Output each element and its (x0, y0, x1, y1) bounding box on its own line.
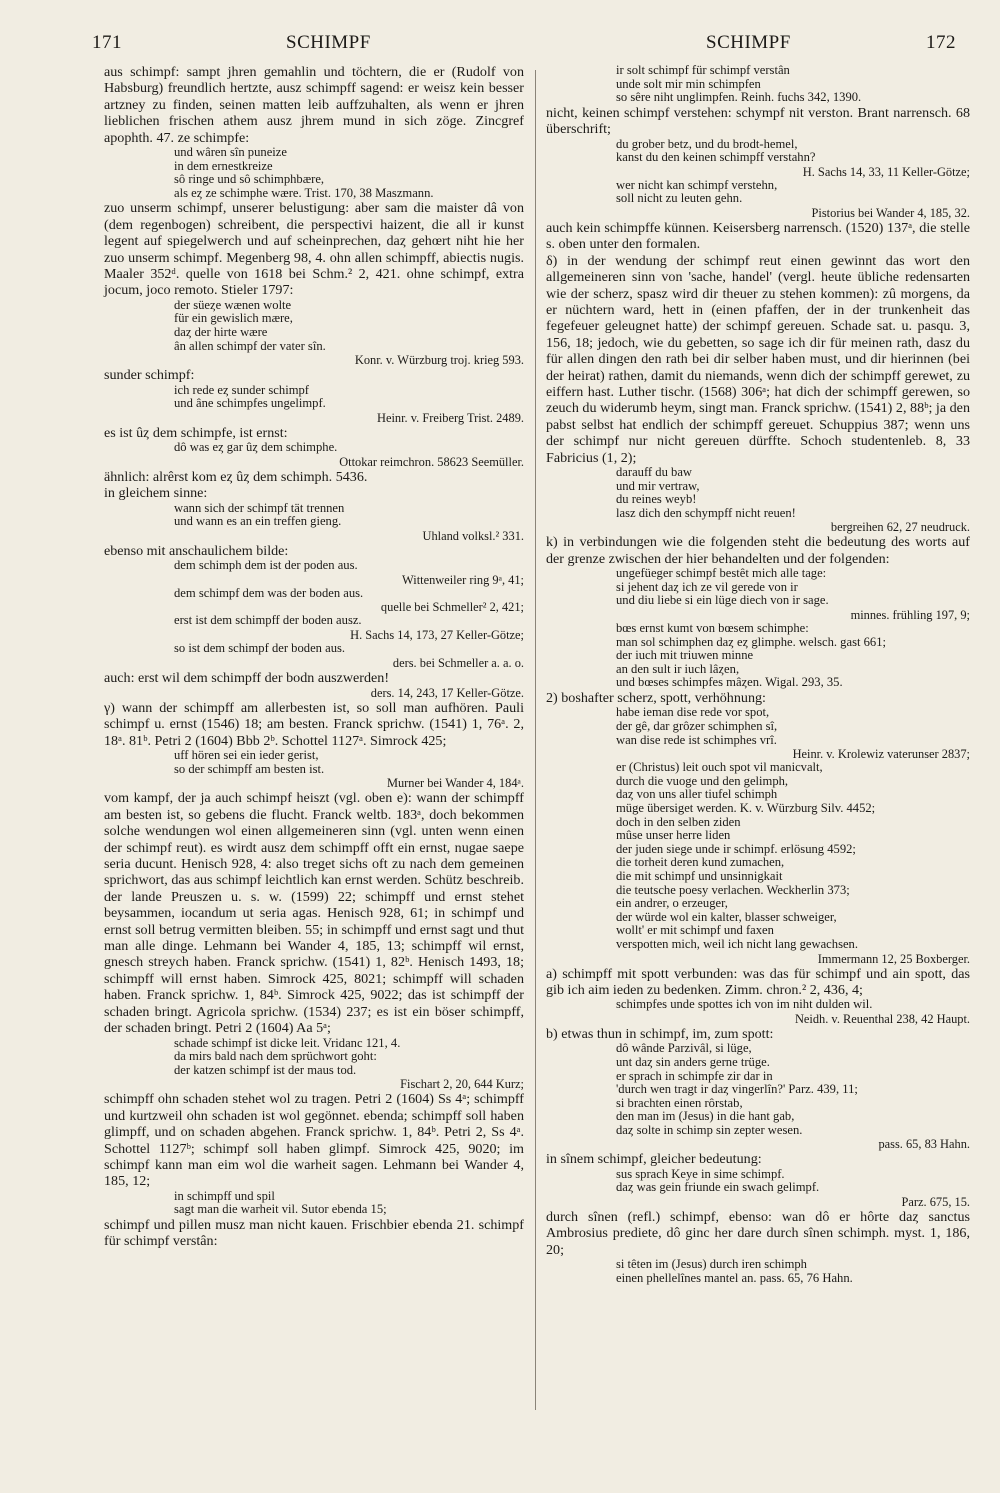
quotation-block: dô wânde Parzivâl, si lüge, unt daȥ sin anders gerne trüge. er sprach in schimpfe zir dar in 'durch wen tragt ir daȥ vingerlîn?' Parz. 439, 11; (616, 1041, 858, 1097)
right-page-number: 172 (926, 32, 956, 53)
paragraph: vom kampf, der ja auch schimpf heiszt (vgl. oben e): wann der schimpff am besten ist, so gebens die flucht. Franck weltb. 183ᵃ, doch bekommen solche wendungen wol einen allgemeineren sinn (vgl. unten wenn einen der schimpf reut). es wirdt ausz dem schimpff offt ein ernst, nugae saepe seria ducunt. Henisch 928, 4: also treget sichs oft zu nach dem gemeinen sprichwort, das aus schimpf leichtlich kan ernst werden. Schütz beschreib. der lande Preuszen u. s. w. (1599) 22; schimpff und ernst stehet beysammen, iocandum ut seria agas. Henisch 928, 61; in schimpf und ernst soll betrug vermitten bleiben. 55; in schimpff und ernst sagt und thut man alle dinge. Lehmann bei Wander 4, 185, 13; schimpff wil ernst, gnesch streych haben. Franck sprichw. (1541) 1, 82ᵇ. Henisch 1493, 18; schimpff will ernst haben. Simrock 425, 8021; schimpff will schaden haben. Franck sprichw. 1, 84ᵇ. Simrock 425, 9022; das ist schimpff der schaden bringt. Agricola sprichw. (1534) 237; es ist ein böser schimpff, der schaden bringt. Petri 2 (1604) Aa 5ᵃ; (104, 790, 524, 1037)
source-citation: ders. bei Schmeller a. a. o. (392, 655, 524, 670)
source-citation: pass. 65, 83 Hahn. (878, 1137, 970, 1152)
quotation-block: habe ieman dise rede vor spot, der gê, dar grôzer schimphen sî, wan dise rede ist schimphes vrî. (616, 705, 778, 747)
column-divider (535, 70, 536, 1410)
quotation-block: darauff du baw und mir vertraw, du reines weyb! lasz dich den schympff nicht reuen! (616, 465, 796, 520)
paragraph: b) etwas thun in schimpf, im, zum spott: (546, 1025, 774, 1042)
quotation-block: der süeȥe wænen wolte für ein gewislich mære, daȥ der hirte wære ân allen schimpf der vater sîn. (174, 297, 326, 353)
quotation-block: so ist dem schimpf der boden aus. (174, 641, 346, 655)
paragraph: durch sînen (refl.) schimpf, ebenso: wan dô er hôrte daȥ sanctus Ambrosius prediete, dô ginc her dare durch sînen schimph. myst. 1, 186, 20; (546, 1209, 970, 1258)
left-page-number: 171 (92, 32, 122, 53)
paragraph: aus schimpf: sampt jhren gemahlin und töchtern, die er (Rudolf von Habsburg) freundlich hertzte, ausz schimpff sagend: er weisz kein besser artzney zu finden, seinen matten leib auffzuhalten, als wenn er jhren lieblichen frischen athem ausz jhrem mund in sich zöge. Zincgref apophth. 47. ze schimpfe: (104, 64, 524, 146)
source-citation: Fischart 2, 20, 644 Kurz; (400, 1077, 524, 1092)
paragraph: sunder schimpf: (104, 367, 195, 384)
source-citation: H. Sachs 14, 173, 27 Keller-Götze; (350, 628, 524, 642)
source-citation: Wittenweiler ring 9ᵃ, 41; (402, 572, 524, 587)
paragraph: es ist ûȥ dem schimpfe, ist ernst: (104, 424, 288, 441)
quotation-block: wann sich der schimpf tät trennen und wann es an ein treffen gieng. (174, 500, 345, 529)
paragraph: ebenso mit anschaulichem bilde: (104, 542, 289, 559)
paragraph: in gleichem sinne: (104, 485, 208, 502)
source-citation: bergreihen 62, 27 neudruck. (830, 520, 970, 535)
quotation-block: ungefüeger schimpf bestêt mich alle tage: si jehent daȥ ich ze vil gerede von ir und diu liebe si ein lüge diech von ir sage. (616, 566, 829, 608)
quotation-block: si têten im (Jesus) durch iren schimph einen phellelînes mantel an. pass. 65, 76 Hahn. (616, 1257, 853, 1285)
source-citation: Uhland volksl.² 331. (422, 528, 524, 543)
source-citation: Parz. 675, 15. (901, 1195, 970, 1210)
source-citation: H. Sachs 14, 33, 11 Keller-Götze; (802, 164, 970, 179)
paragraph: a) schimpff mit spott verbunden: was das für schimpf und ain spott, das gib ich aim ieden zu bedenken. Zimm. chron.² 2, 436, 4; (546, 965, 970, 998)
paragraph: γ) wann der schimpff am allerbesten ist, so soll man aufhören. Pauli schimpf u. ernst (1546) 18; am besten. Franck sprichw. (1541) 1, 76ᵃ. 2, 18ᵃ. 81ᵇ. Petri 2 (1604) Bbb 2ᵇ. Schottel 1127ᵃ. Simrock 425; (104, 700, 524, 749)
paragraph: zuo unserm schimpf, unserer belustigung: aber sam die maister dâ von (dem regenbogen) schreibent, die perspectivi haizent, die all ir kunst legent auf spiegelwerch und auf scheinprechen, daȥ gehœrt niht hie her zuo unserm schimpf. Megenberg 98, 4. ohn allen schimpff, abiectis nugis. Maaler 352ᵈ. quelle von 1618 bei Schm.² 2, 421. ohne schimpf, extra jocum, joco remoto. Stieler 1797: (104, 200, 524, 299)
quotation-block: uff hören sei ein ieder gerist, so der schimpff am besten ist. (174, 748, 325, 776)
paragraph: auch: erst wil dem schimpff der bodn auszwerden! (104, 669, 390, 686)
quotation-block: schimpfes unde spottes ich von im niht dulden wil. (616, 997, 873, 1012)
quotation-block: erst ist dem schimpff der boden ausz. (174, 613, 362, 628)
left-column (104, 64, 524, 1250)
paragraph: ähnlich: alrêrst kom eȥ ûȥ dem schimph. 5436. (104, 468, 368, 485)
quotation-block: ein andrer, o erzeuger, der würde wol ein kalter, blasser schweiger, wollt' er mit schimpf und faxen verspotten mich, weil ich nicht lang gewachsen. (616, 896, 859, 951)
paragraph: δ) in der wendung der schimpf reut einen gewinnt das wort den allgemeineren sinn von 'sache, handel' (vergl. heute übliche redensarten wie der scherz, spasz wird dir theuer zu stehen kommen): zû morgens, da er nüchtern ward, hett in (einen pfaffen, der in der trunkenheit das fegefeuer geleugnet hatte) der schimpf gereuen. Schade sat. u. pasqu. 3, 156, 18; jedoch, wie du gebetten, so sage ich dir für meinen rath, dasz du für allen dingen den rath bei dir selber haben must, und dir hierinnen (bei der heirat) rathen, damit du niemands, wenn dich der schimpff gerewet, zu eiffern hast. Luther tischr. (1568) 306ᵃ; hat dich der schimpff gerewen, so zeuch du widerumb heym, singt man. Franck sprichw. (1541) 2, 88ᵇ; ja den pabst selbst hat endlich der schimpff gereuet. Schuppius 387; wenn uns der schimpf nur nicht gereuen dürffte. Schoch studentenleb. 8, 33 Fabricius (1, 2); (546, 252, 970, 466)
quotation-block: die torheit deren kund zumachen, die mit schimpf und unsinnigkait die teutsche poesy verlachen. Weckherlin 373; (616, 855, 850, 897)
quotation-block: sus sprach Keye in sime schimpf. daȥ was gein friunde ein swach gelimpf. (616, 1166, 820, 1195)
quotation-block: schade schimpf ist dicke leit. Vridanc 121, 4. da mirs bald nach dem sprüchwort goht: der katzen schimpf ist der maus tod. (174, 1035, 401, 1077)
paragraph: k) in verbindungen wie die folgenden steht die bedeutung des worts auf der grenze zwischen der hier behandelten und der folgenden: (546, 534, 970, 567)
quotation-block: ich rede eȥ sunder schimpf und âne schimpfes ungelimpf. (174, 382, 326, 411)
right-column (546, 64, 970, 1285)
quotation-block: dem schimph dem ist der poden aus. (174, 558, 358, 573)
source-citation: Pistorius bei Wander 4, 185, 32. (811, 205, 970, 220)
quotation-block: in schimpff und spil sagt man die warheit vil. Sutor ebenda 15; (174, 1188, 387, 1217)
source-citation: Ottokar reimchron. 58623 Seemüller. (339, 454, 524, 469)
quotation-block: dem schimpf dem was der boden aus. (174, 585, 364, 600)
source-citation: Murner bei Wander 4, 184ᵃ. (386, 776, 524, 791)
quotation-block: und wâren sîn puneize in dem ernestkreize sô ringe und sô schimphbære, als eȥ ze schimphe wære. Trist. 170, 38 Maszmann. (174, 145, 434, 200)
paragraph: nicht, keinen schimpf verstehen: schympf nit verston. Brant narrensch. 68 überschrift; (546, 104, 970, 138)
quotation-block: der iuch mit triuwen minne an den sult ir iuch lâȥen, und bœses schimpfes mâȥen. Wigal. 293, 35. (616, 648, 843, 690)
left-running-head: SCHIMPF (286, 32, 371, 53)
source-citation: ders. 14, 243, 17 Keller-Götze. (370, 686, 524, 700)
source-citation: Heinr. v. Krolewiz vaterunser 2837; (792, 747, 970, 762)
source-citation: minnes. frühling 197, 9; (850, 608, 970, 623)
source-citation: Heinr. v. Freiberg Trist. 2489. (377, 410, 524, 425)
quotation-block: ir solt schimpf für schimpf verstân unde solt mir min schimpfen so sêre niht unglimpfen. Reinh. fuchs 342, 1390. (616, 63, 862, 105)
right-running-head: SCHIMPF (706, 32, 791, 53)
quotation-block: er (Christus) leit ouch spot vil manicvalt, durch die vuoge und den gelimph, daȥ von uns aller tiufel schimph müge übersiget werden. K. v. Würzburg Silv. 4452; (616, 760, 876, 815)
paragraph: 2) boshafter scherz, spott, verhöhnung: (546, 690, 766, 706)
quotation-block: doch in den selben ziden mûse unser herre liden der juden siege unde ir schimpf. erlösung 4592; (616, 814, 856, 856)
paragraph: schimpff ohn schaden stehet wol zu tragen. Petri 2 (1604) Ss 4ᵃ; schimpff und kurtzweil ohn schaden ist wol gegönnet. ebenda; schimpff soll haben glimpff, und on schaden abgehen. Franck sprichw. 1, 84ᵇ. Petri 2, Ss 4ᵃ. Schottel 1127ᵇ; schimpf soll haben glimpf. Simrock 425, 9020; im schimpf kann man eim wol die warheit sagen. Lehmann bei Wander 4, 185, 12; (104, 1091, 524, 1190)
paragraph: schimpf und pillen musz man nicht kauen. Frischbier ebenda 21. schimpf für schimpf verstân: (104, 1216, 524, 1250)
source-citation: Neidh. v. Reuenthal 238, 42 Haupt. (794, 1011, 970, 1026)
quotation-block: bœs ernst kumt von bœsem schimphe: man sol schimphen daȥ eȥ glimphe. welsch. gast 661; (616, 621, 887, 649)
source-citation: quelle bei Schmeller² 2, 421; (380, 600, 524, 615)
paragraph: auch kein schimpffe künnen. Keisersberg narrensch. (1520) 137ᵃ, die stelle s. oben unter den formalen. (546, 219, 970, 253)
paragraph: in sînem schimpf, gleicher bedeutung: (546, 1151, 762, 1168)
quotation-block: du grober betz, und du brodt-hemel, kanst du den keinen schimpff verstahn? (616, 136, 816, 165)
quotation-block: si brachten einen rôrstab, den man im (Jesus) in die hant gab, daȥ solte in schimp sin zepter wesen. (616, 1095, 803, 1137)
source-citation: Konr. v. Würzburg troj. krieg 593. (354, 353, 524, 368)
source-citation: Immermann 12, 25 Boxberger. (817, 951, 970, 966)
quotation-block: dô was eȥ gar ûȥ dem schimphe. (174, 440, 338, 455)
quotation-block: wer nicht kan schimpf verstehn, soll nicht zu leuten gehn. (616, 177, 778, 206)
